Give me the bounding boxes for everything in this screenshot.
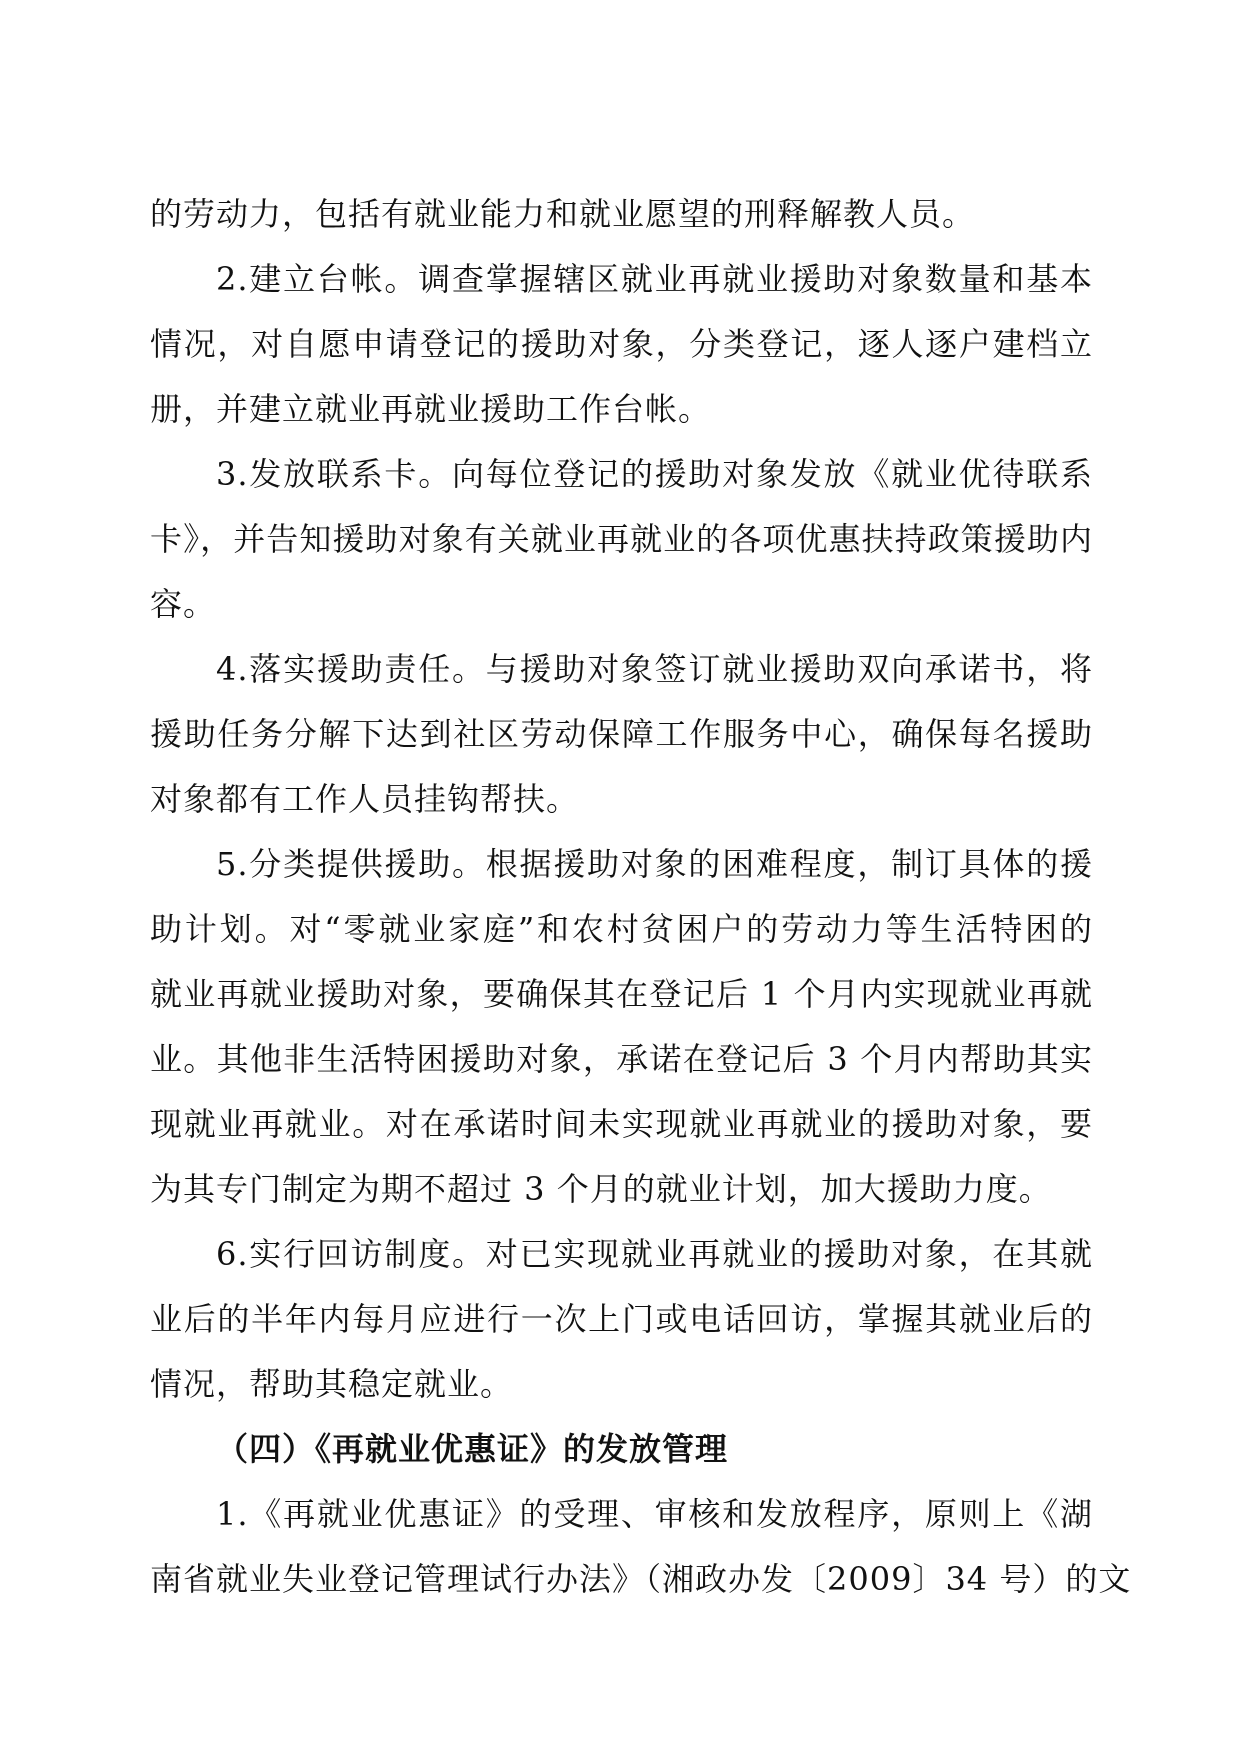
paragraph-line: 容。: [150, 585, 217, 623]
paragraph-line: 援助任务分解下达到社区劳动保障工作服务中心，确保每名援助: [150, 715, 1093, 753]
paragraph-line: 现就业再就业。对在承诺时间未实现就业再就业的援助对象，要: [150, 1105, 1093, 1143]
paragraph-line: 情况，对自愿申请登记的援助对象，分类登记，逐人逐户建档立: [150, 325, 1093, 363]
paragraph-line: 卡》，并告知援助对象有关就业再就业的各项优惠扶持政策援助内: [150, 520, 1093, 558]
paragraph-line: 1.《再就业优惠证》的受理、审核和发放程序，原则上《湖: [216, 1495, 1093, 1533]
paragraph-line: 的劳动力，包括有就业能力和就业愿望的刑释解教人员。: [150, 195, 976, 233]
paragraph-line: 2.建立台帐。调查掌握辖区就业再就业援助对象数量和基本: [216, 260, 1093, 298]
paragraph-line: 3.发放联系卡。向每位登记的援助对象发放《就业优待联系: [216, 455, 1093, 493]
paragraph-line: 对象都有工作人员挂钩帮扶。: [150, 780, 580, 818]
paragraph-line: 业。其他非生活特困援助对象，承诺在登记后 3 个月内帮助其实: [150, 1040, 1093, 1078]
paragraph-line: 册，并建立就业再就业援助工作台帐。: [150, 390, 712, 428]
paragraph-line: 情况，帮助其稳定就业。: [150, 1365, 514, 1403]
paragraph-line: 为其专门制定为期不超过 3 个月的就业计划，加大援助力度。: [150, 1170, 1052, 1208]
paragraph-line: 5.分类提供援助。根据援助对象的困难程度，制订具体的援: [216, 845, 1093, 883]
paragraph-line: 就业再就业援助对象，要确保其在登记后 1 个月内实现就业再就: [150, 975, 1093, 1013]
paragraph-line: 南省就业失业登记管理试行办法》（湘政办发〔2009〕34 号）的文: [150, 1560, 1132, 1598]
paragraph-line: 业后的半年内每月应进行一次上门或电话回访，掌握其就业后的: [150, 1300, 1093, 1338]
section-heading: （四）《再就业优惠证》的发放管理: [216, 1430, 729, 1468]
paragraph-line: 助计划。对“零就业家庭”和农村贫困户的劳动力等生活特困的: [150, 910, 1093, 948]
paragraph-line: 6.实行回访制度。对已实现就业再就业的援助对象，在其就: [216, 1235, 1093, 1273]
paragraph-line: 4.落实援助责任。与援助对象签订就业援助双向承诺书，将: [216, 650, 1093, 688]
body-text: [150, 182, 1132, 1612]
